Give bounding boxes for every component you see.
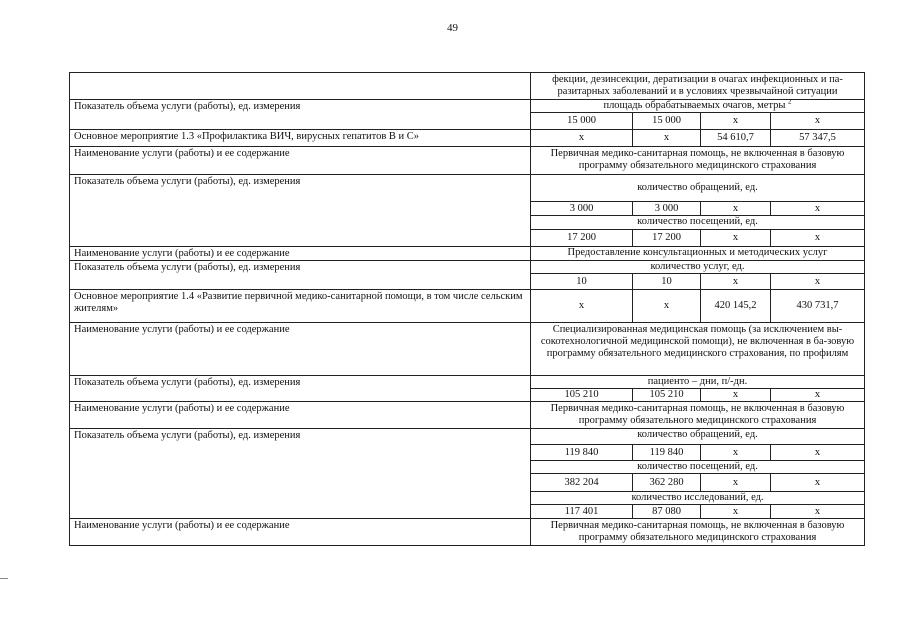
value-cell: 10	[531, 274, 633, 290]
value-cell: 382 204	[531, 474, 633, 492]
unit-cell: количество посещений, ед.	[531, 461, 865, 474]
value-cell: х	[531, 130, 633, 147]
value-cell: 119 840	[531, 445, 633, 461]
unit-cell: количество исследований, ед.	[531, 492, 865, 505]
value-cell: х	[771, 113, 865, 130]
value-cell: х	[771, 274, 865, 290]
empty-cell	[70, 73, 531, 100]
indicator-label: Показатель объема услуги (работы), ед. измерения	[70, 261, 531, 290]
table-row	[70, 147, 865, 175]
value-cell: х	[701, 113, 771, 130]
value-cell: х	[701, 445, 771, 461]
value-cell: х	[771, 505, 865, 519]
name-label: Наименование услуги (работы) и ее содержание	[70, 323, 531, 376]
value-cell: х	[701, 202, 771, 216]
value-cell: х	[771, 389, 865, 402]
value-cell: 54 610,7	[701, 130, 771, 147]
value-cell: х	[771, 474, 865, 492]
indicator-label: Показатель объема услуги (работы), ед. измерения	[70, 376, 531, 402]
indicator-label: Показатель объема услуги (работы), ед. измерения	[70, 429, 531, 519]
service-content-cell: Первичная медико-санитарная помощь, не включенная в базовую программу обязательного медицинского страхования	[531, 519, 865, 546]
value-cell: 430 731,7	[771, 290, 865, 323]
value-cell: 105 210	[531, 389, 633, 402]
value-cell: 10	[633, 274, 701, 290]
unit-cell: количество обращений, ед.	[531, 175, 865, 202]
value-cell: х	[701, 230, 771, 247]
indicator-label: Показатель объема услуги (работы), ед. измерения	[70, 100, 531, 130]
table-row	[70, 402, 865, 429]
table-row	[70, 519, 865, 546]
service-content-cell: Первичная медико-санитарная помощь, не включенная в базовую программу обязательного медицинского страхования	[531, 147, 865, 175]
service-content-cell: Первичная медико-санитарная помощь, не включенная в базовую программу обязательного медицинского страхования	[531, 402, 865, 429]
measure-label: Основное мероприятие 1.4 «Развитие первичной медико-санитарной помощи, в том числе сельским жителям»	[70, 290, 531, 323]
value-cell: х	[633, 130, 701, 147]
value-cell: 117 401	[531, 505, 633, 519]
value-cell: х	[531, 290, 633, 323]
value-cell: 3 000	[531, 202, 633, 216]
value-cell: 57 347,5	[771, 130, 865, 147]
table-row	[70, 247, 865, 261]
page-number: 49	[447, 22, 458, 34]
unit-cell	[531, 100, 865, 113]
value-cell: 87 080	[633, 505, 701, 519]
value-cell: х	[701, 389, 771, 402]
value-cell: 15 000	[633, 113, 701, 130]
indicator-label: Показатель объема услуги (работы), ед. измерения	[70, 175, 531, 247]
value-cell: х	[701, 505, 771, 519]
value-cell: х	[771, 445, 865, 461]
service-content-cell: фекции, дезинсекции, дератизации в очагах инфекционных и па-разитарных заболеваний и в условиях чрезвычайной ситуации	[531, 73, 865, 100]
value-cell: 17 200	[633, 230, 701, 247]
value-cell: х	[771, 202, 865, 216]
value-cell: 119 840	[633, 445, 701, 461]
value-cell: х	[633, 290, 701, 323]
value-cell: х	[701, 474, 771, 492]
table-row	[70, 376, 865, 389]
table-row	[70, 429, 865, 445]
table-row	[70, 100, 865, 113]
value-cell: 15 000	[531, 113, 633, 130]
service-content-cell: Специализированная медицинская помощь (за исключением вы-сокотехнологичной медицинской помощи), не включенная в ба-зовую программу обязательного медицинского страхования, по профилям	[531, 323, 865, 376]
unit-cell: количество обращений, ед.	[531, 429, 865, 445]
table-row	[70, 261, 865, 274]
unit-cell: количество посещений, ед.	[531, 216, 865, 230]
service-content-cell: Предоставление консультационных и методических услуг	[531, 247, 865, 261]
value-cell: х	[701, 274, 771, 290]
value-cell: 362 280	[633, 474, 701, 492]
margin-mark	[0, 578, 8, 579]
value-cell: х	[771, 230, 865, 247]
unit-cell: пациенто – дни, п/-дн.	[531, 376, 865, 389]
name-label: Наименование услуги (работы) и ее содержание	[70, 247, 531, 261]
value-cell: 3 000	[633, 202, 701, 216]
unit-superscript: 2	[788, 99, 792, 106]
name-label: Наименование услуги (работы) и ее содержание	[70, 519, 531, 546]
value-cell: 420 145,2	[701, 290, 771, 323]
value-cell: 105 210	[633, 389, 701, 402]
measure-label: Основное мероприятие 1.3 «Профилактика ВИЧ, вирусных гепатитов В и С»	[70, 130, 531, 147]
program-measures-table	[69, 72, 865, 546]
table-row	[70, 175, 865, 202]
table-row	[70, 290, 865, 323]
value-cell: 17 200	[531, 230, 633, 247]
table-row	[70, 73, 865, 100]
unit-text: площадь обрабатываемых очагов, метры	[603, 100, 786, 111]
unit-cell: количество услуг, ед.	[531, 261, 865, 274]
name-label: Наименование услуги (работы) и ее содержание	[70, 402, 531, 429]
table-row	[70, 130, 865, 147]
name-label: Наименование услуги (работы) и ее содержание	[70, 147, 531, 175]
table-row	[70, 323, 865, 376]
